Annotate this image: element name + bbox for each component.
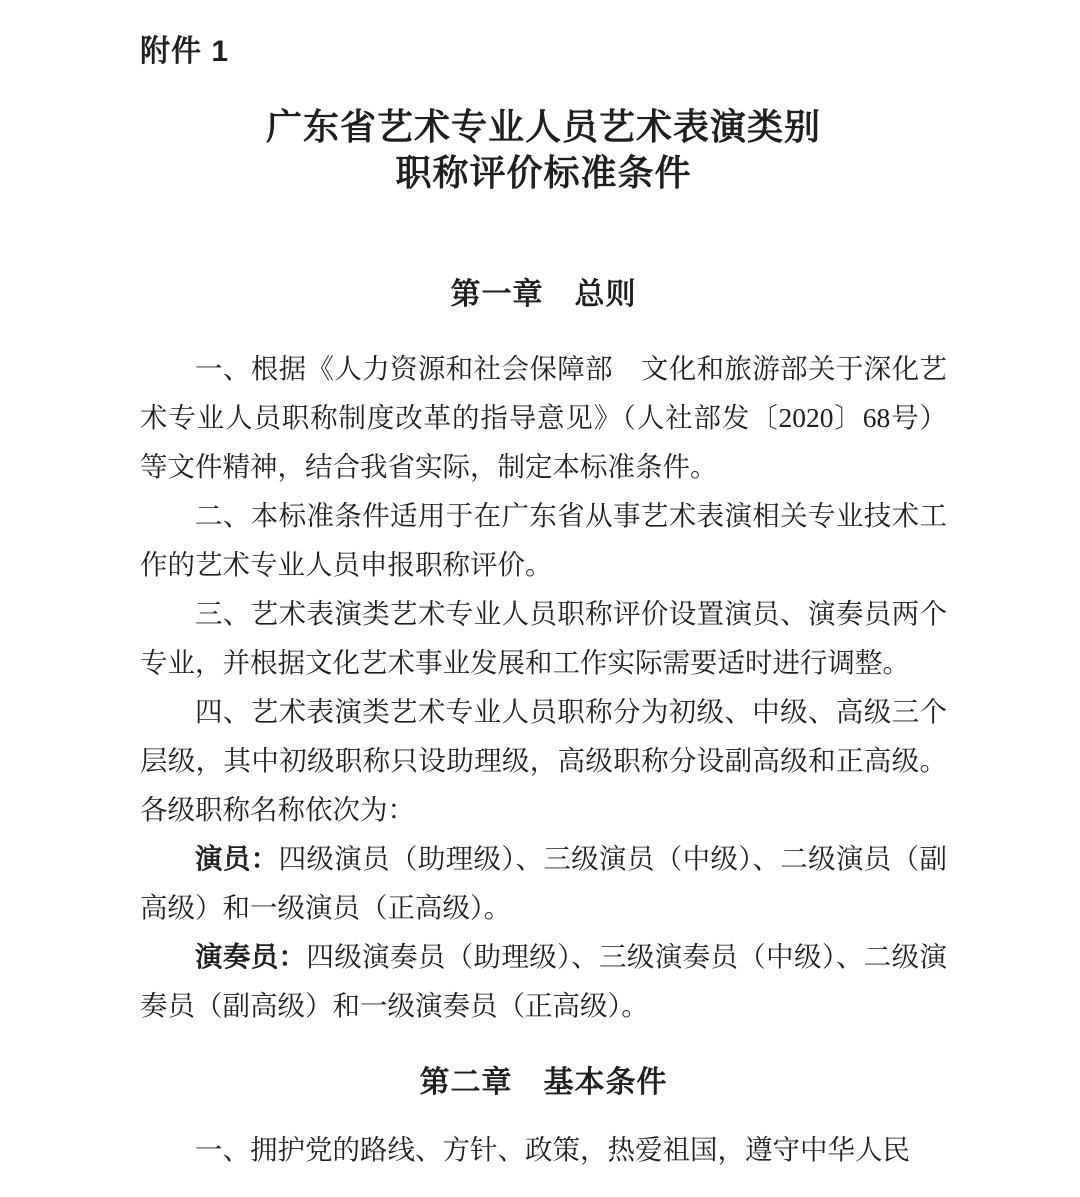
- chapter-1-body: [140, 344, 947, 1030]
- chapter-2-body: [140, 1125, 947, 1174]
- chapter-1-heading: 第一章 总则: [450, 278, 637, 311]
- paragraph-1-text: 一、根据《人力资源和社会保障部 文化和旅游部关于深化艺术专业人员职称制度改革的指导意见》（人社部发〔2020〕68号）等文件精神，结合我省实际，制定本标准条件。: [140, 353, 947, 482]
- chapter-2-heading: 第二章 基本条件: [419, 1066, 668, 1099]
- paragraph-5-text: 四级演员（助理级）、三级演员（中级）、二级演员（副高级）和一级演员（正高级）。: [140, 843, 948, 923]
- paragraph-1: [140, 344, 947, 491]
- paragraph-7: [140, 1125, 947, 1174]
- paragraph-4-text: 四、艺术表演类艺术专业人员职称分为初级、中级、高级三个层级，其中初级职称只设助理级，高级职称分设副高级和正高级。各级职称名称依次为：: [140, 696, 947, 825]
- document-title-line1: 广东省艺术专业人员艺术表演类别: [265, 106, 821, 147]
- paragraph-6-text: 四级演奏员（助理级）、三级演奏员（中级）、二级演奏员（副高级）和一级演奏员（正高级）。: [140, 941, 948, 1021]
- document-title-line2: 职称评价标准条件: [395, 152, 692, 193]
- paragraph-6: [140, 932, 947, 1030]
- paragraph-3-text: 三、艺术表演类艺术专业人员职称评价设置演员、演奏员两个专业，并根据文化艺术事业发展和工作实际需要适时进行调整。: [140, 598, 947, 678]
- paragraph-2: [140, 491, 947, 589]
- attachment-label: 附件 1: [140, 35, 230, 68]
- document-title: [140, 104, 947, 196]
- paragraph-4: [140, 687, 947, 834]
- paragraph-2-text: 二、本标准条件适用于在广东省从事艺术表演相关专业技术工作的艺术专业人员申报职称评价。: [140, 500, 947, 580]
- paragraph-3: [140, 589, 947, 687]
- paragraph-5: [140, 834, 947, 932]
- paragraph-5-lead: 演员：: [195, 843, 279, 874]
- paragraph-7-text: 一、拥护党的路线、方针、政策，热爱祖国，遵守中华人民: [195, 1134, 910, 1165]
- paragraph-6-lead: 演奏员：: [195, 941, 307, 972]
